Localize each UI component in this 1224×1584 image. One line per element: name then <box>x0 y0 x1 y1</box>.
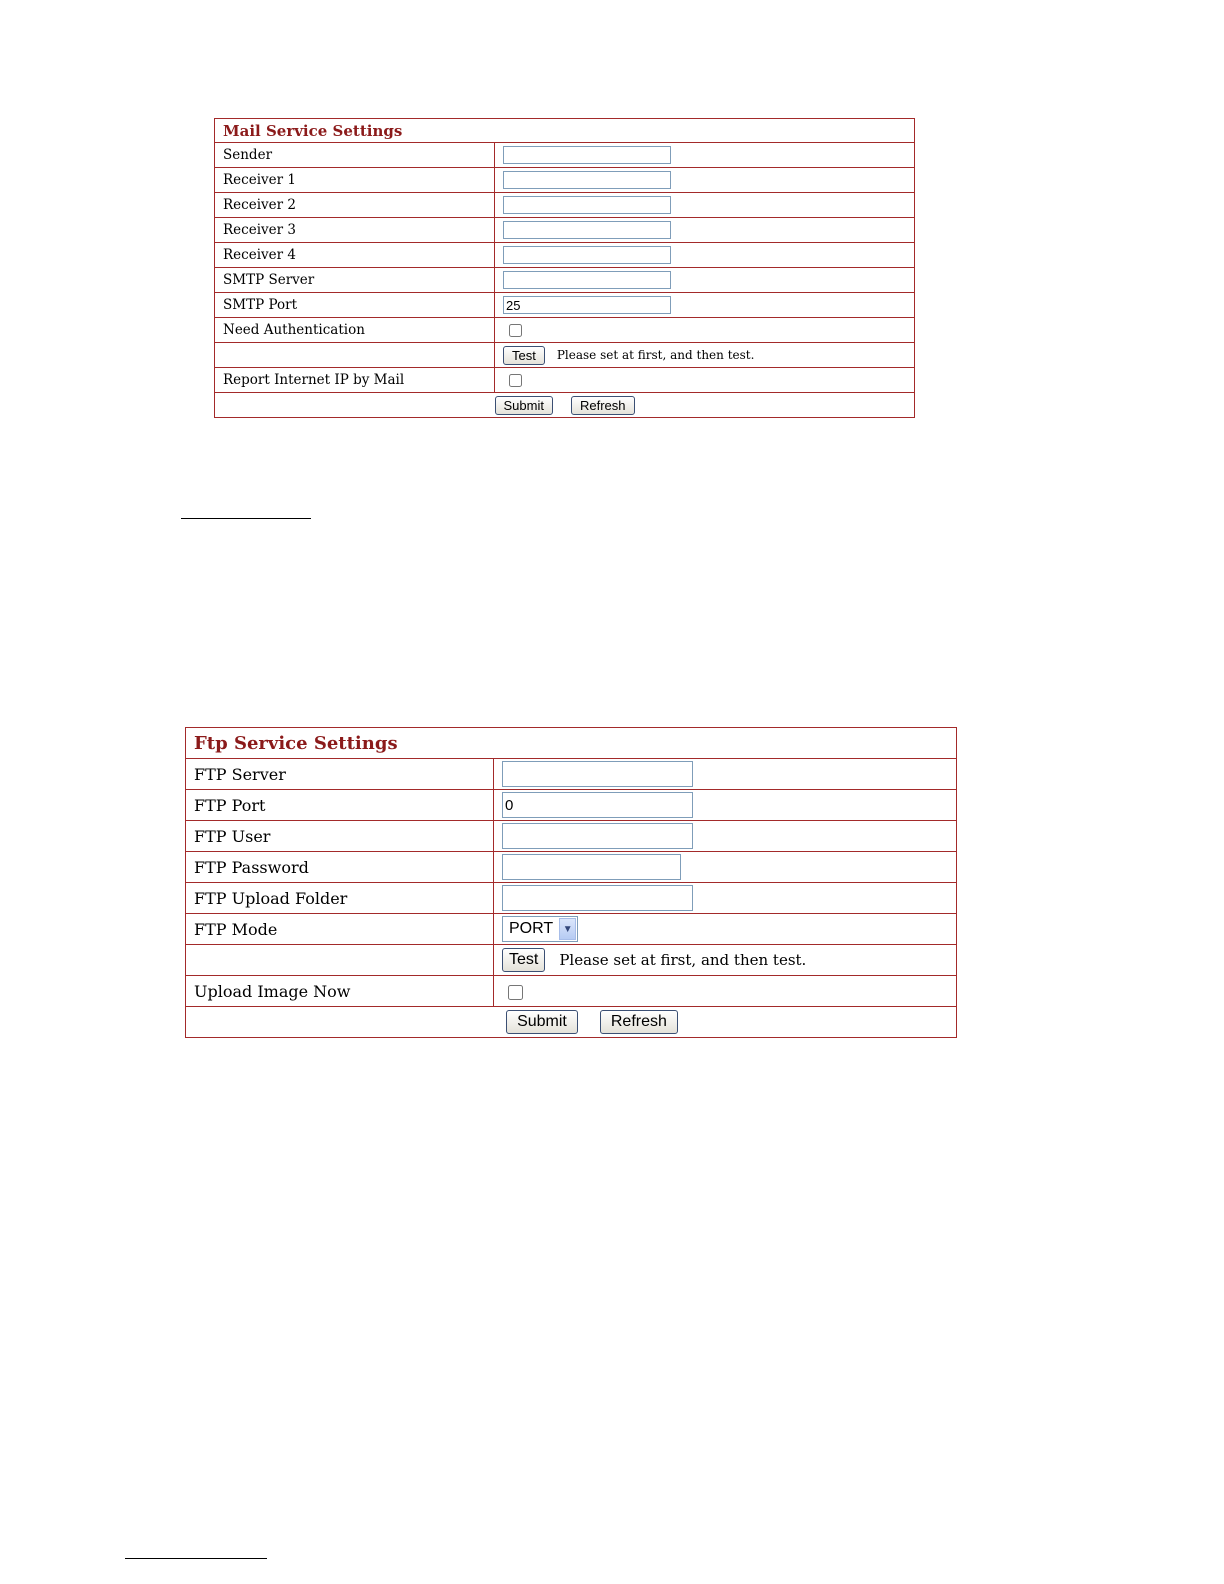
sender-label: Sender <box>215 143 495 168</box>
mail-test-note: Please set at first, and then test. <box>556 347 755 362</box>
ftp-row-server <box>186 759 957 790</box>
mail-row-smtp-server <box>215 268 915 293</box>
ftp-settings-title: Ftp Service Settings <box>186 728 957 759</box>
ftp-port-label: FTP Port <box>186 790 494 821</box>
chevron-down-icon[interactable]: ▼ <box>559 918 576 940</box>
receiver-1-input[interactable] <box>503 171 671 189</box>
mail-refresh-button[interactable]: Refresh <box>571 396 635 415</box>
receiver-4-label: Receiver 4 <box>215 243 495 268</box>
mail-row-receiver-4 <box>215 243 915 268</box>
ftp-row-password <box>186 852 957 883</box>
report-ip-checkbox[interactable] <box>509 374 522 387</box>
ftp-row-upload-folder <box>186 883 957 914</box>
mail-row-report-ip <box>215 368 915 393</box>
mail-row-receiver-2 <box>215 193 915 218</box>
receiver-3-label: Receiver 3 <box>215 218 495 243</box>
ftp-user-input[interactable] <box>502 823 693 849</box>
ftp-test-note: Please set at first, and then test. <box>559 950 807 969</box>
mail-settings-title: Mail Service Settings <box>215 119 915 143</box>
receiver-3-input[interactable] <box>503 221 671 239</box>
receiver-2-label: Receiver 2 <box>215 193 495 218</box>
upload-now-checkbox[interactable] <box>508 985 523 1000</box>
ftp-mode-label: FTP Mode <box>186 914 494 945</box>
report-ip-label: Report Internet IP by Mail <box>215 368 495 393</box>
need-auth-checkbox[interactable] <box>509 324 522 337</box>
ftp-user-label: FTP User <box>186 821 494 852</box>
ftp-row-upload-now <box>186 976 957 1007</box>
ftp-row-test <box>186 945 957 976</box>
mail-test-button[interactable]: Test <box>503 346 545 365</box>
mail-row-smtp-port <box>215 293 915 318</box>
ftp-server-input[interactable] <box>502 761 693 787</box>
mail-submit-button[interactable]: Submit <box>495 396 553 415</box>
ftp-port-input[interactable] <box>502 792 693 818</box>
smtp-server-input[interactable] <box>503 271 671 289</box>
ftp-upload-folder-input[interactable] <box>502 885 693 911</box>
ftp-row-port <box>186 790 957 821</box>
ftp-row-mode <box>186 914 957 945</box>
mail-row-receiver-3 <box>215 218 915 243</box>
ftp-refresh-button[interactable]: Refresh <box>600 1010 678 1034</box>
mail-row-need-auth <box>215 318 915 343</box>
receiver-2-input[interactable] <box>503 196 671 214</box>
sender-input[interactable] <box>503 146 671 164</box>
ftp-upload-folder-label: FTP Upload Folder <box>186 883 494 914</box>
ftp-password-label: FTP Password <box>186 852 494 883</box>
need-auth-label: Need Authentication <box>215 318 495 343</box>
ftp-mode-select[interactable] <box>502 916 578 942</box>
ftp-submit-button[interactable]: Submit <box>506 1010 578 1034</box>
ftp-test-button[interactable]: Test <box>502 948 545 972</box>
ftp-server-label: FTP Server <box>186 759 494 790</box>
mail-row-receiver-1 <box>215 168 915 193</box>
divider-line <box>181 518 311 519</box>
mail-settings-table <box>214 118 915 418</box>
smtp-server-label: SMTP Server <box>215 268 495 293</box>
upload-now-label: Upload Image Now <box>186 976 494 1007</box>
mail-row-test <box>215 343 915 368</box>
receiver-4-input[interactable] <box>503 246 671 264</box>
mail-row-sender <box>215 143 915 168</box>
smtp-port-input[interactable] <box>503 296 671 314</box>
ftp-mode-value: PORT <box>509 920 554 937</box>
ftp-password-input[interactable] <box>502 854 681 880</box>
ftp-row-user <box>186 821 957 852</box>
receiver-1-label: Receiver 1 <box>215 168 495 193</box>
mail-row-actions <box>215 393 915 418</box>
ftp-settings-table <box>185 727 957 1038</box>
smtp-port-label: SMTP Port <box>215 293 495 318</box>
footnote-divider-line <box>125 1558 267 1559</box>
ftp-row-actions <box>186 1007 957 1038</box>
